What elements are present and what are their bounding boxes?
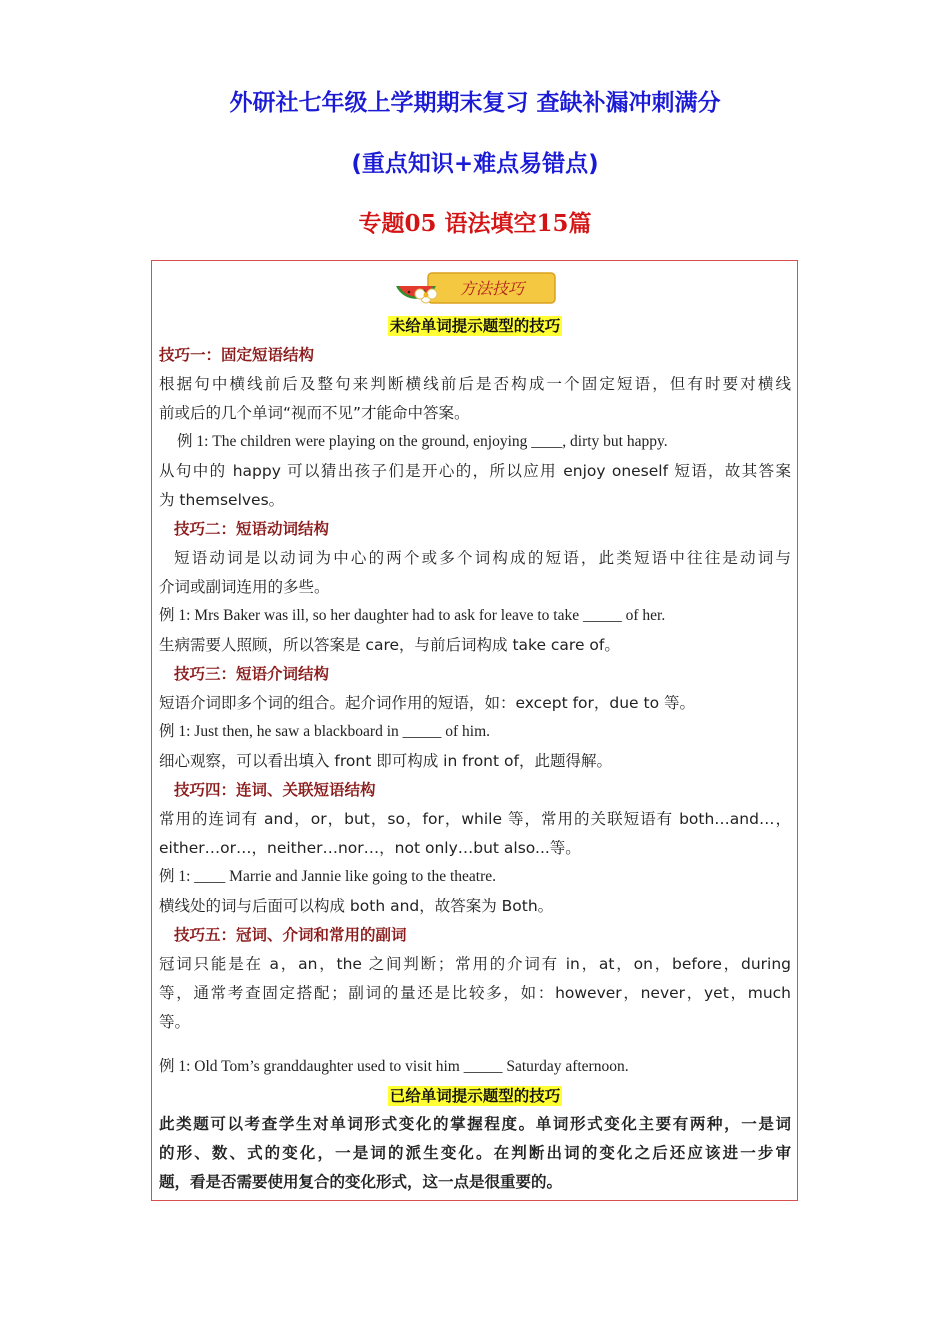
tip5-title: 技巧五：冠词、介词和常用的副词	[174, 926, 407, 944]
tip4-title: 技巧四：连词、关联短语结构	[174, 781, 376, 799]
tip3-example: 例 1: Just then, he saw a blackboard in _____ of him.	[159, 723, 491, 740]
tip2-body-2: 介词或副词连用的多些。	[159, 578, 330, 596]
tip5-body-3: 等。	[159, 1013, 191, 1031]
tip1-title: 技巧一：固定短语结构	[159, 346, 315, 364]
section2-body-1: 此类题可以考查学生对单词形式变化的掌握程度。单词形式变化主要有两种，一是词	[159, 1115, 791, 1133]
tip5-body-1: 冠词只能是在 a，an，the 之间判断；常用的介词有 in，at，on，before，during	[159, 955, 791, 973]
tip2-explain: 生病需要人照顾，所以答案是 care，与前后词构成 take care of。	[159, 636, 620, 654]
section2-body-3: 题，看是否需要使用复合的变化形式，这一点是很重要的。	[159, 1173, 563, 1191]
section2-body-2: 的形、数、式的变化，一是词的派生变化。在判断出词的变化之后还应该进一步审	[159, 1144, 791, 1162]
tip5-example: 例 1: Old Tom’s granddaughter used to visit him _____ Saturday afternoon.	[159, 1058, 629, 1075]
tip4-example: 例 1: ____ Marrie and Jannie like going to the theatre.	[159, 868, 497, 885]
doc-subtitle: (重点知识+难点易错点)	[351, 151, 599, 177]
section2-heading: 已给单词提示题型的技巧	[389, 1087, 561, 1105]
tip3-body: 短语介词即多个词的组合。起介词作用的短语，如：except for，due to 等。	[159, 694, 695, 712]
doc-title: 外研社七年级上学期期末复习 查缺补漏冲刺满分	[229, 90, 721, 116]
tip5-body-2: 等，通常考查固定搭配；副词的量还是比较多，如：however，never，yet，much	[159, 984, 791, 1002]
tip4-body-1: 常用的连词有 and，or，but，so，for，while 等，常用的关联短语有 both…and…，	[159, 810, 791, 828]
tip3-explain: 细心观察，可以看出填入 front 即可构成 in front of，此题得解。	[159, 752, 612, 770]
topic-title: 专题05 语法填空15篇	[358, 210, 592, 237]
tip3-title: 技巧三：短语介词结构	[174, 665, 330, 683]
tip2-body-1: 短语动词是以动词为中心的两个或多个词构成的短语，此类短语中往往是动词与	[174, 549, 791, 567]
tip1-explain-2: 为 themselves。	[159, 491, 285, 509]
banner-label: 方法技巧	[459, 279, 525, 298]
method-banner	[392, 264, 559, 310]
tip1-body-1: 根据句中横线前后及整句来判断横线前后是否构成一个固定短语，但有时要对横线	[159, 375, 791, 393]
tip2-example: 例 1: Mrs Baker was ill, so her daughter had to ask for leave to take _____ of her.	[159, 607, 666, 624]
tip1-explain-1: 从句中的 happy 可以猜出孩子们是开心的，所以应用 enjoy oneself 短语，故其答案	[159, 462, 791, 480]
tip4-body-2: either…or…，neither…nor…，not only…but also...等。	[159, 839, 581, 857]
tip2-title: 技巧二：短语动词结构	[174, 520, 330, 538]
tip4-explain: 横线处的词与后面可以构成 both and，故答案为 Both。	[159, 897, 554, 915]
tip1-example: 例 1: The children were playing on the ground, enjoying ____, dirty but happy.	[177, 433, 668, 450]
tip1-body-2: 前或后的几个单词“视而不见”才能命中答案。	[159, 404, 470, 422]
section1-heading: 未给单词提示题型的技巧	[389, 317, 561, 335]
